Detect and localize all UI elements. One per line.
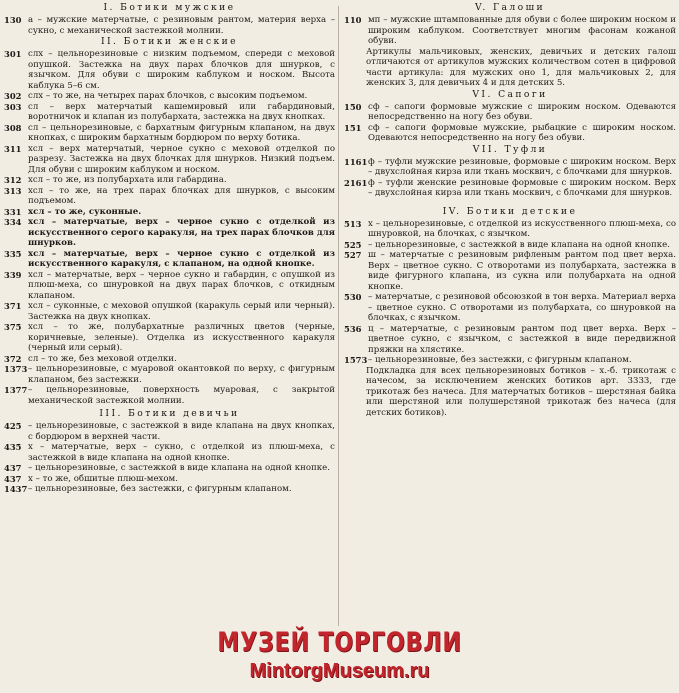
entry-description: ф – туфли женские резиновые формовые с широким носком. Верх – двухслойная кирза или ткань москвич, с блочками для шнурков. (368, 177, 676, 198)
article-number: 1573 (344, 355, 368, 365)
catalog-entry (344, 324, 676, 356)
entry-description: хсл – матерчатые, верх – черное сукно с отделкой из искусственного серого каракуля, на трех парах блочков для шнурков. (28, 217, 335, 248)
entry-description: сл – цельнорезиновые, с бархатным фигурным клапаном, на двух кнопках, с широким бархатным бордюром по верху ботика. (28, 122, 335, 143)
entry-description: ц – матерчатые, с резиновым рантом под цвет верха. Верх – цветное сукно, с язычком, с застежкой в виде передвижной пряжки на хлястике. (368, 323, 676, 355)
section-heading: V. Галоши (474, 2, 546, 13)
entry-description: хсл – матерчатые, верх – черное сукно с отделкой из искусственного каракуля, с клапаном, на одной кнопке. (28, 248, 335, 269)
catalog-entry (4, 474, 335, 485)
entry-description: сф – сапоги формовые мужские с широким носком. Одеваются непосредственно на ногу без обуви. (368, 101, 676, 122)
entry-description: мп – мужские штампованные для обуви с более широким носком и широким каблуком. Соответствует многим фасонам кожаной обуви. (368, 15, 676, 46)
entry-description: слх – цельнорезиновые с низким подъемом, спереди с меховой опушкой. Застежка на двух парах блочков для шнурков, с язычком. Для обуви с широким каблуком и носком. Высота каблука 5–6 см. (28, 49, 335, 91)
article-number: 110 (344, 15, 362, 25)
entry-description: сл – верх матерчатый кашемировый или габардиновый, воротничок и клапан из полубархата, застежка на двух кнопках. (28, 101, 335, 122)
entry-description: – матерчатые, с резиновой обсоюзкой в тон верха. Материал верха – цветное сукно. С отворотами из полубархата, со шнуровкой на блочках, с язычком. (368, 292, 676, 323)
article-number: 150 (344, 101, 362, 112)
catalog-entry (344, 240, 676, 251)
article-number: 2161 (344, 177, 368, 188)
article-number: 536 (344, 323, 362, 334)
catalog-entry (344, 219, 676, 240)
article-number: 372 (4, 353, 22, 364)
article-number: 425 (4, 421, 22, 431)
article-number: 371 (4, 301, 22, 311)
article-number: 335 (4, 248, 22, 259)
entry-description: ш – матерчатые с резиновым рифленым рантом под цвет верха. Верх – цветное сукно. С отворотами из полубархата, застежка в виде фигурного клапана, из сукна или полубархата на одной кнопке. (368, 250, 676, 292)
entry-description: – цельнорезиновые, поверхность муаровая, с закрытой механической застежкой молнии. (28, 385, 335, 406)
section-heading: I. Ботики мужские (103, 2, 236, 13)
museum-watermark-url: MintorgMuseum.ru (249, 660, 430, 682)
catalog-entry (344, 292, 676, 324)
catalog-entry (344, 355, 676, 366)
article-number: 1373 (4, 364, 28, 374)
entry-description: сф – сапоги формовые мужские, рыбацкие с широким носком. Одеваются непосредственно на ногу без обуви. (368, 122, 676, 143)
article-number: 530 (344, 292, 362, 302)
catalog-entry (344, 123, 676, 144)
section-heading: II. Ботики женские (100, 36, 239, 47)
catalog-entry (344, 102, 676, 123)
museum-watermark-title: МУЗЕЙ ТОРГОВЛИ (217, 627, 462, 658)
entry-description: хсл – то же, суконные. (28, 206, 142, 217)
section-heading: VI. Сапоги (472, 88, 548, 100)
catalog-entry (4, 364, 335, 385)
column-divider (338, 6, 339, 626)
entry-description: – цельнорезиновые, без застежки, с фигурным клапаном. (28, 484, 292, 494)
entry-description: хсл – то же, на трех парах блочках для шнурков, с высоким подъемом. (28, 185, 335, 206)
section-heading: IV. Ботики детские (442, 205, 578, 217)
article-number: 1437 (4, 484, 28, 494)
entry-description: – цельнорезиновые, с муаровой окантовкой по верху, с фигурным клапаном, без застежки. (28, 364, 335, 385)
catalog-entry (4, 175, 335, 186)
catalog-entry (4, 102, 335, 123)
right-column (344, 2, 676, 418)
left-column (4, 2, 335, 495)
article-number: 1377 (4, 385, 28, 395)
section-heading: III. Ботики девичьи (99, 408, 240, 419)
catalog-entry (344, 157, 676, 178)
entry-description: – цельнорезиновые, с застежкой в виде клапана на двух кнопках, с бордюром в верхней части. (28, 421, 335, 442)
catalog-entry (4, 463, 335, 474)
entry-description: хсл – суконные, с меховой опушкой (каракуль серый или черный). Застежка на двух кнопках. (28, 301, 335, 322)
article-number: 151 (344, 122, 362, 133)
catalog-entry (4, 217, 335, 249)
article-number: 435 (4, 442, 22, 452)
article-number: 301 (4, 49, 22, 59)
entry-description: ф – туфли мужские резиновые, формовые с широким носком. Верх – двухслойная кирза или ткань москвич, с блочками для шнурков. (368, 156, 676, 177)
article-number: 331 (4, 206, 22, 217)
article-number: 525 (344, 239, 362, 250)
catalog-entry (4, 49, 335, 91)
catalog-entry (4, 123, 335, 144)
article-number: 375 (4, 322, 22, 332)
catalog-entry (4, 301, 335, 322)
catalog-entry (4, 385, 335, 406)
entry-description: слх – то же, на четырех парах блочков, с высоким подъемом. (28, 91, 308, 101)
article-number: 437 (4, 473, 22, 484)
article-number: 311 (4, 143, 22, 154)
catalog-entry (4, 484, 335, 495)
catalog-entry (4, 322, 335, 354)
spacer (344, 199, 676, 206)
catalog-entry (4, 91, 335, 102)
entry-description: х – то же, обшитые плюш-мехом. (28, 473, 178, 484)
article-number: 303 (4, 101, 22, 112)
catalog-entry (4, 354, 335, 365)
entry-description: хсл – то же, полубархатные различных цветов (черные, коричневые, зеленые). Отделка из искусственного каракуля (черный или серый). (28, 322, 335, 353)
catalog-entry (4, 442, 335, 463)
catalog-entry (4, 186, 335, 207)
article-number: 339 (4, 269, 22, 280)
article-number: 1161 (344, 156, 368, 167)
catalog-entry (4, 207, 335, 218)
entry-description: – цельнорезиновые, с застежкой в виде клапана на одной кнопке. (28, 463, 330, 473)
catalog-entry (4, 421, 335, 442)
entry-description: хсл – верх матерчатый, черное сукно с меховой отделкой по разрезу. Застежка на двух блочках для шнурков. Низкий подъем. Для обуви с широким каблуком и носком. (28, 143, 335, 175)
article-number: 334 (4, 217, 22, 227)
entry-description: хсл – матерчатые, верх – черное сукно и габардин, с опушкой из плюш-меха, со шнуровкой на двух парах блочков, с откидным клапаном. (28, 269, 335, 301)
entry-description: х – цельнорезиновые, с отделкой из искусственного плюш-меха, со шнуровкой, на блочках, с язычком. (368, 218, 676, 239)
entry-description: а – мужские матерчатые, с резиновым рантом, материя верха – сукно, с механической застежкой молнии. (28, 15, 335, 36)
section-heading: VII. Туфли (472, 143, 548, 155)
entry-description: хсл – то же, из полубархата или габардина. (28, 175, 227, 185)
catalog-entry (344, 250, 676, 292)
article-number: 302 (4, 91, 22, 101)
article-number: 312 (4, 175, 22, 185)
article-number: 308 (4, 122, 22, 133)
note-paragraph: Артикулы мальчиковых, женских, девичьих и детских галош отличаются от артикулов мужских количеством сотен в цифровой части артикула: для мужских оно 1, для мальчиковых 2, для женских 3, для девичьих 4 и для детских 5. (366, 46, 676, 88)
article-number: 437 (4, 463, 22, 473)
article-number: 130 (4, 15, 22, 25)
catalog-entry (4, 15, 335, 36)
entry-description: х – матерчатые, верх – сукно, с отделкой из плюш-меха, с застежкой в виде клапана на одной кнопке. (28, 442, 335, 463)
catalog-entry (344, 178, 676, 199)
catalog-entry (344, 15, 676, 47)
catalog-entry (4, 270, 335, 302)
note-paragraph: Подкладка для всех цельнорезиновых ботиков – х.-б. трикотаж с начесом, за исключением женских ботиков арт. 3333, где трикотаж без начеса. Для матерчатых ботиков – шерстяная байка или шерстяной или полушерстяной трикотаж без начеса (для детских ботиков). (366, 365, 676, 418)
entry-description: – цельнорезиновые, с застежкой в виде клапана на одной кнопке. (368, 239, 670, 250)
catalog-entry (4, 144, 335, 176)
catalog-entry (4, 249, 335, 270)
entry-description: сл – то же, без меховой отделки. (28, 353, 177, 364)
article-number: 527 (344, 250, 362, 260)
entry-description: – цельнорезиновые, без застежки, с фигурным клапаном. (368, 355, 632, 365)
article-number: 313 (4, 185, 22, 196)
article-number: 513 (344, 218, 362, 229)
